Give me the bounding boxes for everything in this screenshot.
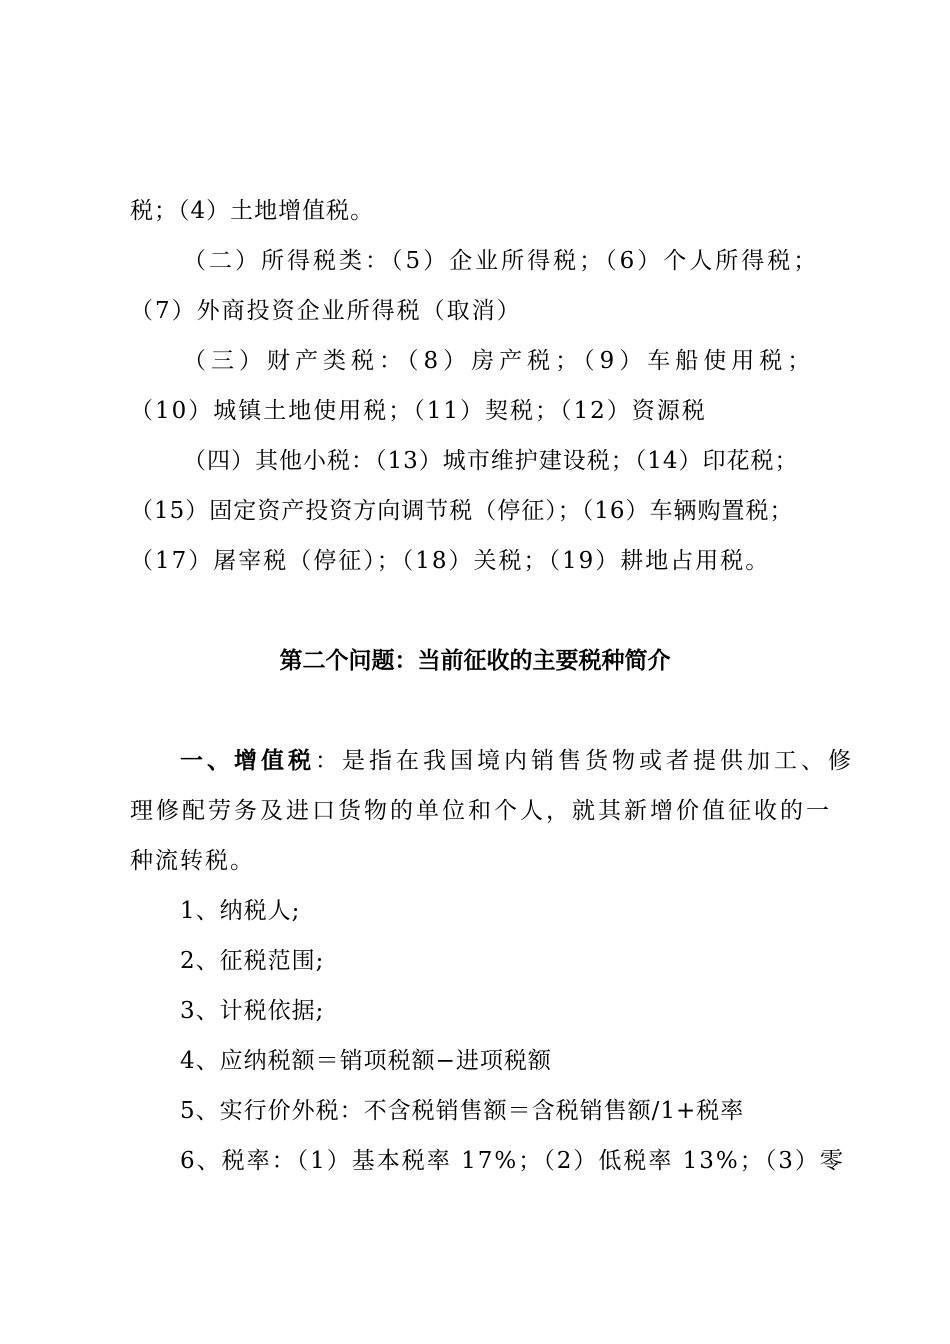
list-item-scope: 2、征税范围; (180, 948, 325, 974)
paragraph-line: （15）固定资产投资方向调节税（停征）；（16）车辆购置税； (130, 498, 794, 524)
paragraph-line-other-tax: （四）其他小税：（13）城市维护建设税；（14）印花税； (183, 448, 799, 474)
vat-title: 一、增值税 (180, 747, 315, 774)
paragraph-line: （17）屠宰税（停征）；（18）关税；（19）耕地占用税。 (130, 548, 771, 574)
paragraph-line: （10）城镇土地使用税；（11）契税；（12）资源税 (130, 398, 707, 424)
list-item-payable: 4、应纳税额＝销项税额−进项税额 (180, 1048, 552, 1074)
vat-intro-line: 理修配劳务及进口货物的单位和个人，就其新增价值征收的一 (130, 798, 832, 824)
list-item-price-excl-tax: 5、实行价外税：不含税销售额＝含税销售额/1+税率 (180, 1098, 745, 1124)
list-item-basis: 3、计税依据; (180, 998, 325, 1024)
vat-intro-line: 种流转税。 (130, 848, 255, 874)
vat-intro-text: ：是指在我国境内销售货物或者提供加工、修 (315, 748, 855, 774)
list-item-rates: 6、税率：（1）基本税率 17%；（2）低税率 13%；（3）零 (180, 1148, 845, 1174)
paragraph-line: 税；（4）土地增值税。 (130, 198, 375, 224)
vat-intro-line (180, 746, 855, 776)
paragraph-line-income-tax: （二）所得税类：（5）企业所得税；（6）个人所得税； (183, 248, 820, 274)
list-item-taxpayer: 1、纳税人; (180, 898, 301, 924)
section-heading: 第二个问题：当前征收的主要税种简介 (279, 647, 671, 674)
paragraph-line-property-tax: （三）财产类税：（8）房产税；（9）车船使用税； (183, 348, 816, 374)
paragraph-line: （7）外商投资企业所得税（取消） (130, 298, 522, 324)
